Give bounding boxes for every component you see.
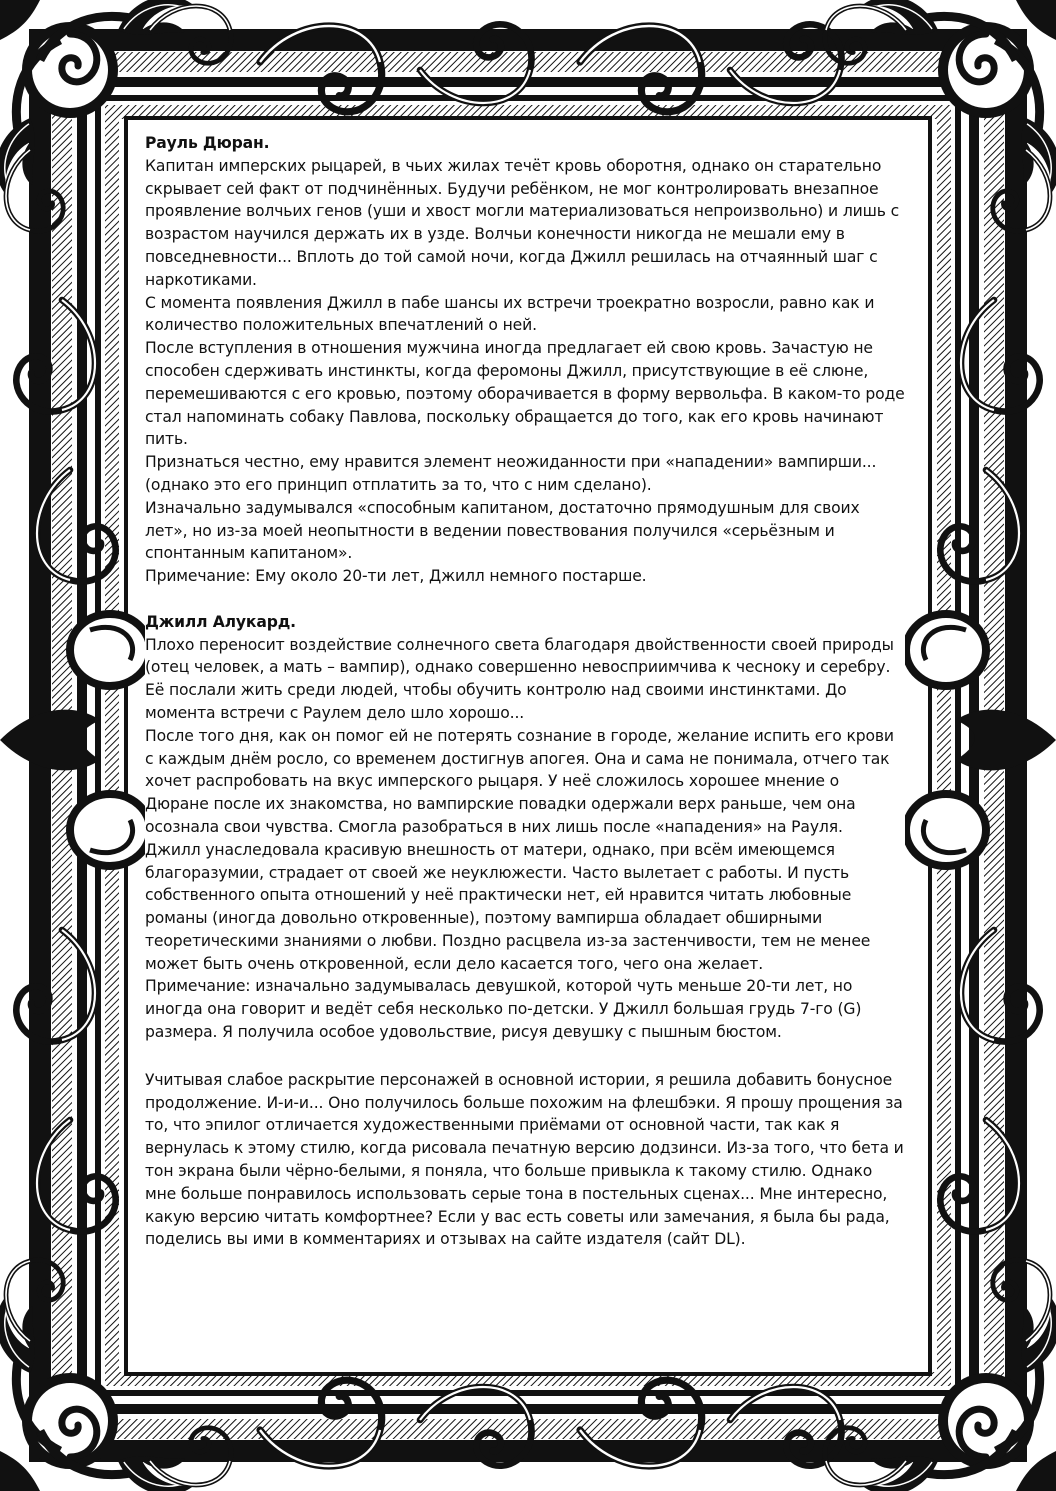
afterword-paragraph: Учитывая слабое раскрытие персонажей в основной истории, я решила добавить бонусное продолжение. И-и-и... Оно получилось больше похожим на флешбэки. Я прошу прощения за то, что эпилог отличается художественными приёмами от основной части, так как я вернулась к этому стилю, когда рисовала печатную версию додзинси. Из-за того, что бета и тон экрана были чёрно-белыми, я поняла, что больше привыкла к такому стилю. Однако мне больше понравилось использовать серые тона в постельных сценах... Мне интересно, какую версию читать комфортнее? Если у вас есть советы или замечания, я была бы рада, поделись вы ими в комментариях и отзывах на сайте издателя (сайт DL). — [145, 1070, 904, 1249]
raul-paragraph-2: С момента появления Джилл в пабе шансы их встречи троекратно возросли, равно как и количество положительных впечатлений о ней. — [145, 293, 875, 335]
raul-paragraph-5: Изначально задумывался «способным капитаном, достаточно прямодушным для своих лет», но из-за моей неопытности в ведении повествования получился «серьёзным и спонтанным капитаном». — [145, 498, 860, 563]
raul-note: Примечание: Ему около 20-ти лет, Джилл немного постарше. — [145, 567, 647, 586]
jill-paragraph-3: Джилл унаследовала красивую внешность от матери, однако, при всём имеющемся благоразумии, страдает от своей же неуклюжести. Часто вылетает с работы. И пусть собственного опыта отношений у неё практически нет, ей нравится читать любовные романы (иногда довольно откровенные), поэтому вампирша обладает обширными теоретическими знаниями о любви. Поздно расцвела из-за застенчивости, тем не менее может быть очень откровенной, если дело касается того, чего она желает. — [145, 840, 871, 973]
jill-paragraph-1: Плохо переносит воздействие солнечного света благодаря двойственности своей природы (отец человек, а мать – вампир), однако совершенно невосприимчива к чесноку и серебру. Её послали жить среди людей, чтобы обучить контролю над своими инстинктами. До момента встречи с Раулем дело шло хорошо... — [145, 635, 894, 722]
raul-paragraph-4: Признаться честно, ему нравится элемент неожиданности при «нападении» вампирши... (однако это его принцип отплатить за то, что с ним сделано). — [145, 453, 877, 494]
raul-paragraph-3: После вступления в отношения мужчина иногда предлагает ей свою кровь. Зачастую не способен сдерживать инстинкты, когда феромоны Джилл, присутствующие в её слюне, перемешиваются с его кровью, поэтому оборачивается в форму вервольфа. В каком-то роде стал напоминать собаку Павлова, поскольку обращается до того, как его кровь начинают пить. — [145, 339, 905, 449]
character-heading-jill: Джилл Алукард. — [145, 612, 296, 631]
text-panel — [145, 132, 905, 1362]
spacer — [145, 588, 905, 611]
character-heading-raul: Рауль Дюран. — [145, 134, 270, 152]
spacer — [145, 1044, 905, 1069]
jill-paragraph-2: После того дня, как он помог ей не потерять сознание в городе, желание испить его крови с каждым днём росло, со временем достигнув апогея. Она и сама не понимала, отчего так хочет распробовать на вкус имперского рыцаря. У неё сложилось хорошее мнение о Дюране после их знакомства, но вампирские повадки одержали верх раньше, чем она осознала свои чувства. Смогла разобраться в них лишь после «нападения» на Рауля. — [145, 726, 894, 836]
raul-paragraph-1: Капитан имперских рыцарей, в чьих жилах течёт кровь оборотня, однако он старательно скрывает сей факт от подчинённых. Будучи ребёнком, не мог контролировать внезапное проявление волчьих генов (уши и хвост могли материализоваться непроизвольно) и лишь с возрастом научился держать их в узде. Волчьи конечности никогда не мешали ему в повседневности... Вплоть до той самой ночи, когда Джилл решилась на отчаянный шаг с наркотиками. — [145, 156, 900, 289]
jill-note: Примечание: изначально задумывалась девушкой, которой чуть меньше 20-ти лет, но иногда она говорит и ведёт себя несколько по-детски. У Джилл большая грудь 7-го (G) размера. Я получила особое удовольствие, рисуя девушку с пышным бюстом. — [145, 977, 862, 1042]
